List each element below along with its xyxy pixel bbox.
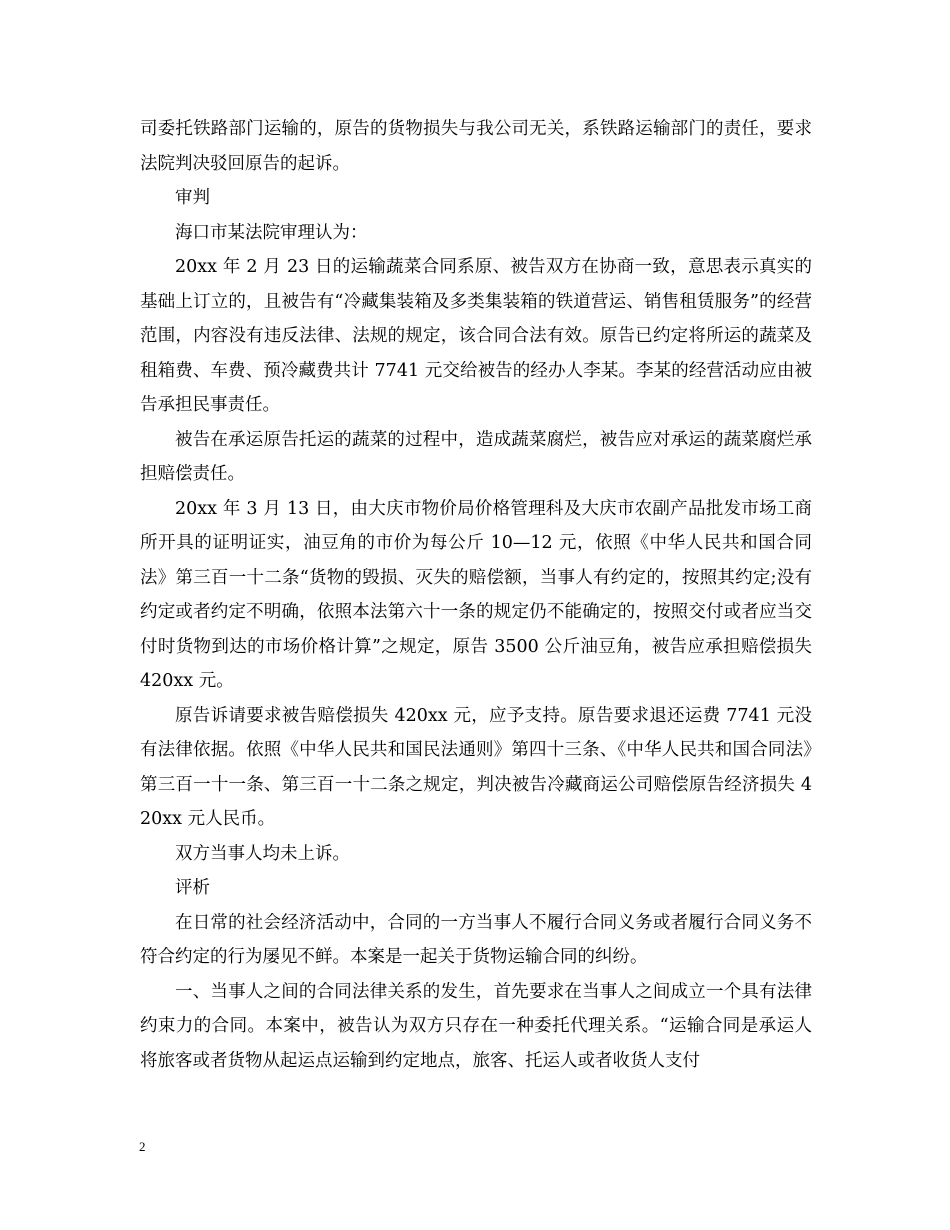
page-number: 2 (139, 1139, 146, 1154)
paragraph: 一、当事人之间的合同法律关系的发生，首先要求在当事人之间成立一个具有法律约束力的合同。本案中，被告认为双方只存在一种委托代理关系。“运输合同是承运人将旅客或者货物从起运点运输到约定地点，旅客、托运人或者收货人支付 (140, 981, 812, 1071)
paragraph: 海口市某法院审理认为： (175, 222, 368, 243)
section-heading-trial: 审判 (175, 188, 210, 208)
paragraph: 原告诉请要求被告赔偿损失 420xx 元，应予支持。原告要求退还运费 7741 元没有法律依据。依照《中华人民共和国民法通则》第四十三条、《中华人民共和国合同法》第三百一十一条、第三百一十二条之规定，判决被告冷藏商运公司赔偿原告经济损失 420xx 元人民币。 (140, 705, 812, 829)
document-body (140, 112, 812, 1078)
paragraph: 被告在承运原告托运的蔬菜的过程中，造成蔬菜腐烂，被告应对承运的蔬菜腐烂承担赔偿责任。 (140, 429, 812, 484)
paragraph: 20xx 年 2 月 23 日的运输蔬菜合同系原、被告双方在协商一致，意思表示真实的基础上订立的，且被告有“冷藏集装箱及多类集装箱的铁道营运、销售租赁服务”的经营范围，内容没有违反法律、法规的规定，该合同合法有效。原告已约定将所运的蔬菜及租箱费、车费、预冷藏费共计 7741 元交给被告的经办人李某。李某的经营活动应由被告承担民事责任。 (140, 257, 812, 415)
paragraph: 双方当事人均未上诉。 (175, 843, 350, 864)
paragraph: 20xx 年 3 月 13 日，由大庆市物价局价格管理科及大庆市农副产品批发市场工商所开具的证明证实，油豆角的市价为每公斤 10—12 元，依照《中华人民共和国合同法》第三百一十二条“货物的毁损、灭失的赔偿额，当事人有约定的，按照其约定;没有约定或者约定不明确，依照本法第六十一条的规定仍不能确定的，按照交付或者应当交付时货物到达的市场价格计算”之规定，原告 3500 公斤油豆角，被告应承担赔偿损失 420xx 元。 (140, 498, 812, 691)
section-heading-analysis: 评析 (175, 878, 210, 898)
paragraph: 在日常的社会经济活动中，合同的一方当事人不履行合同义务或者履行合同义务不符合约定的行为屡见不鲜。本案是一起关于货物运输合同的纠纷。 (140, 912, 812, 967)
paragraph: 司委托铁路部门运输的，原告的货物损失与我公司无关，系铁路运输部门的责任，要求法院判决驳回原告的起诉。 (140, 119, 812, 174)
